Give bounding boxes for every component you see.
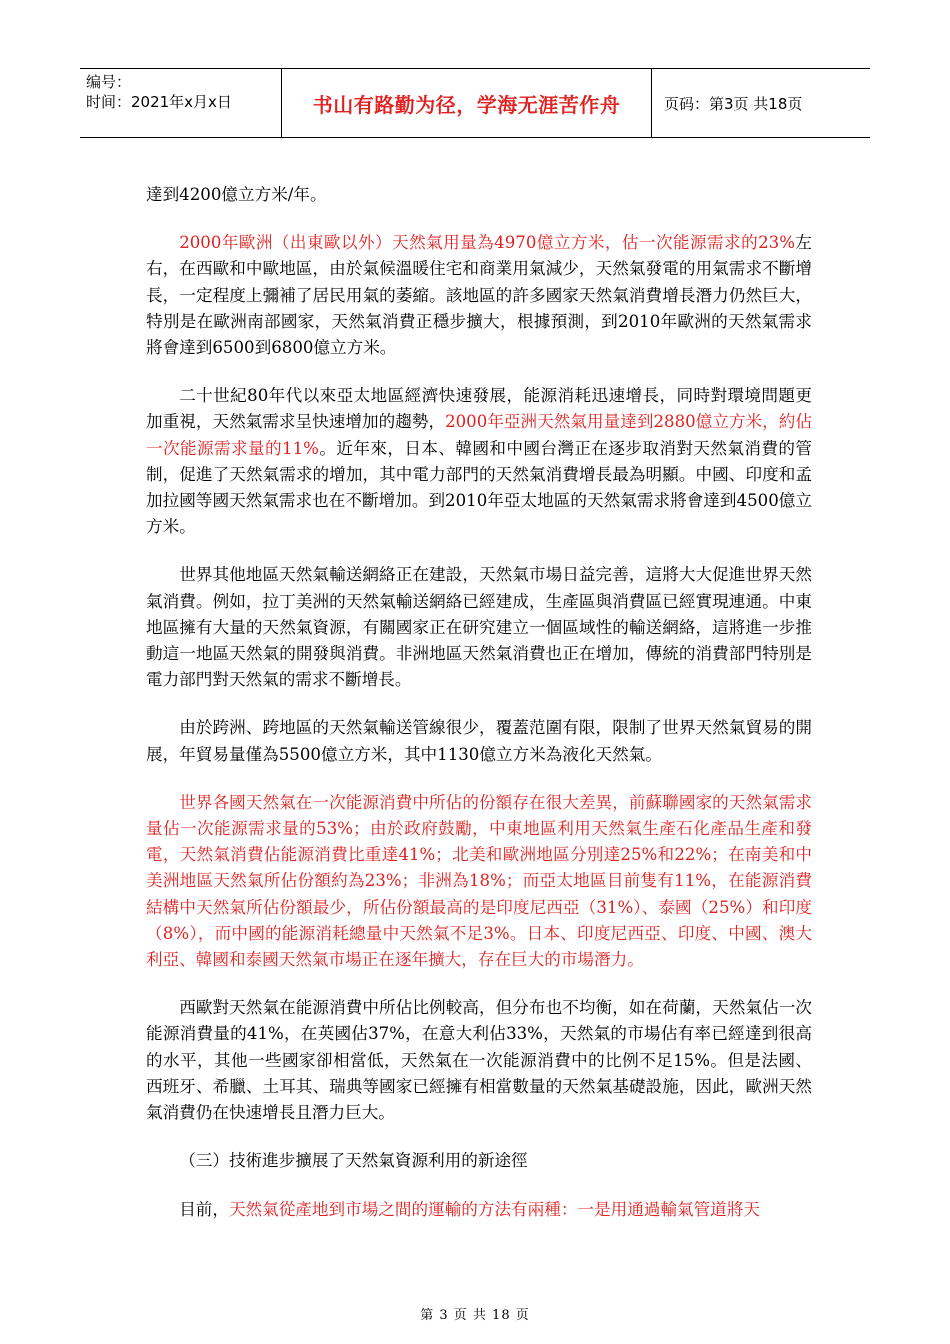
paragraph-text: 世界其他地區天然氣輸送網絡正在建設，天然氣市場日益完善，這將大大促進世界天然氣消費。例如，拉丁美洲的天然氣輸送網絡已經建成，生產區與消費區已經實現連通。中東地區擁有大量的天然氣資源，有關國家正在研究建立一個區域性的輸送網絡，這將進一步推動這一地區天然氣的開發與消費。非洲地區天然氣消費也正在增加，傳統的消費部門特別是電力部門對天然氣的需求不斷增長。 bbox=[146, 565, 812, 690]
paragraph bbox=[146, 715, 812, 767]
paragraph bbox=[146, 562, 812, 693]
document-number-label: 编号： bbox=[86, 73, 132, 91]
highlighted-text: 天然氣從產地到市場之間的運輸的方法有兩種：一是用通過輸氣管道將天 bbox=[228, 1199, 760, 1219]
paragraph bbox=[146, 790, 812, 973]
paragraph-text: 由於跨洲、跨地區的天然氣輸送管線很少，覆蓋范圍有限，限制了世界天然氣貿易的開展，年貿易量僅為5500億立方米，其中1130億立方米為液化天然氣。 bbox=[146, 718, 812, 764]
header-motto: 书山有路勤为径，学海无涯苦作舟 bbox=[282, 69, 652, 137]
paragraph-text: 目前， bbox=[179, 1199, 229, 1219]
header-page-info: 页码：第3页 共18页 bbox=[664, 94, 803, 113]
paragraph bbox=[146, 1197, 812, 1223]
paragraph bbox=[146, 230, 812, 361]
paragraph-text: 達到4200億立方米/年。 bbox=[146, 185, 327, 204]
paragraph-text: 。近年來，日本、韓國和中國台灣正在逐步取消對天然氣消費的管制，促進了天然氣需求的增加，其中電力部門的天然氣消費增長最為明顯。中國、印度和孟加拉國等國天然氣需求也在不斷增加。到2010年亞太地區的天然氣需求將會達到4500億立方米。 bbox=[146, 438, 812, 537]
paragraph-text: （三）技術進步擴展了天然氣資源利用的新途徑 bbox=[179, 1151, 528, 1171]
paragraph-text: 西歐對天然氣在能源消費中所佔比例較高，但分布也不均衡，如在荷蘭，天然氣佔一次能源消費量的41%，在英國佔37%，在意大利佔33%，天然氣的市場佔有率已經達到很高的水平，其他一些國家卻相當低，天然氣在一次能源消費中的比例不足15%。但是法國、西班牙、希臘、土耳其、瑞典等國家已經擁有相當數量的天然氣基礎設施，因此，歐洲天然氣消費仍在快速增長且潛力巨大。 bbox=[146, 998, 812, 1123]
page-header bbox=[80, 68, 870, 138]
paragraph-text: 二十世紀80年代以來亞太地區經濟快速發展，能源消耗迅速增長，同時對環境問題更加重視，天然氣需求呈快速增加的趨勢， bbox=[146, 386, 812, 432]
paragraph bbox=[146, 182, 812, 208]
highlighted-text: 2000年亞洲天然氣用量達到2880億立方米，約佔一次能源需求量的11% bbox=[146, 412, 812, 458]
paragraph bbox=[146, 383, 812, 540]
paragraph-text: 左右，在西歐和中歐地區，由於氣候溫暖住宅和商業用氣減少，天然氣發電的用氣需求不斷增長，一定程度上彌補了居民用氣的萎縮。該地區的許多國家天然氣消費增長潛力仍然巨大，特別是在歐洲南部國家，天然氣消費正穩步擴大，根據預測，到2010年歐洲的天然氣需求將會達到6500到6800億立方米。 bbox=[146, 233, 813, 358]
highlighted-text: 世界各國天然氣在一次能源消費中所佔的份額存在很大差異，前蘇聯國家的天然氣需求量佔一次能源需求量的53%；由於政府鼓勵，中東地區利用天然氣生產石化產品生產和發電，天然氣消費佔能源消費比重達41%；北美和歐洲地區分別達25%和22%；在南美和中美洲地區天然氣所佔份額約為23%；非洲為18%；而亞太地區目前隻有11%，在能源消費結構中天然氣所佔份額最少，所佔份額最高的是印度尼西亞（31%）、泰國（25%）和印度（8%），而中國的能源消耗總量中天然氣不足3%。日本、印度尼西亞、印度、中國、澳大利亞、韓國和泰國天然氣市場正在逐年擴大，存在巨大的市場潛力。 bbox=[146, 792, 812, 970]
paragraph bbox=[146, 1148, 812, 1174]
document-time-label: 时间：2021年x月x日 bbox=[86, 93, 232, 111]
highlighted-text: 2000年歐洲（出東歐以外）天然氣用量為4970億立方米，估一次能源需求的23% bbox=[179, 233, 795, 253]
document-body bbox=[146, 182, 812, 1245]
paragraph bbox=[146, 995, 812, 1126]
page-footer: 第 3 页 共 18 页 bbox=[420, 1308, 530, 1323]
header-meta bbox=[80, 69, 282, 137]
